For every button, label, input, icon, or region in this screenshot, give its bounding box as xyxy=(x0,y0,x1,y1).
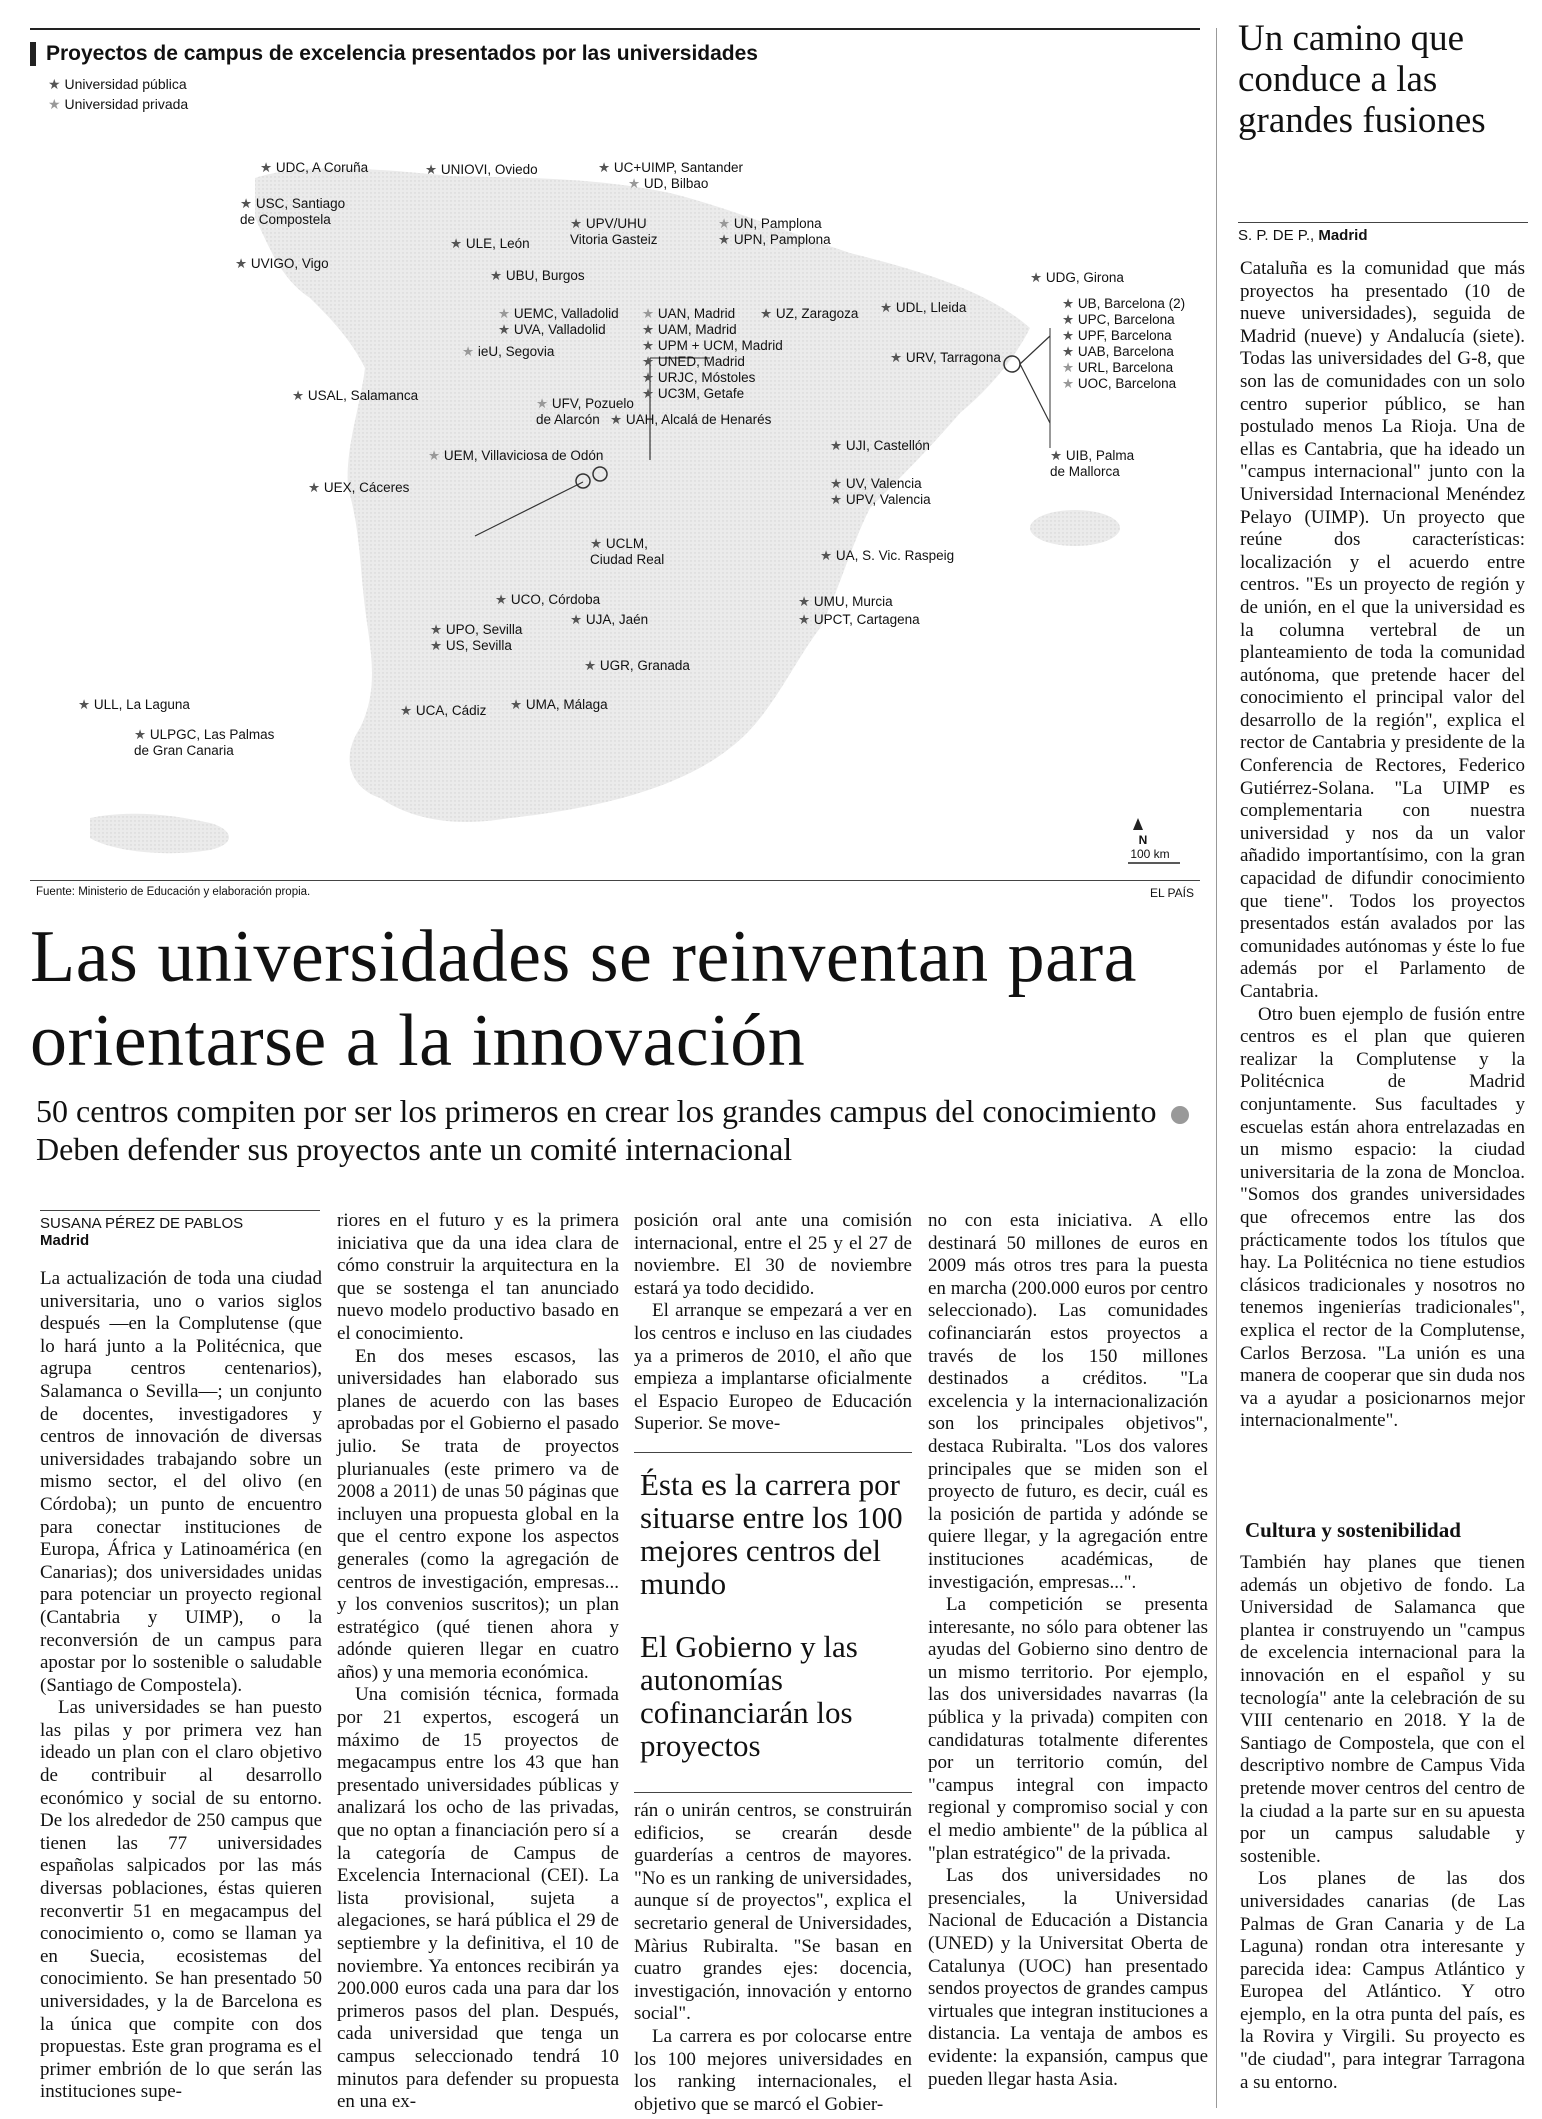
map-source: Fuente: Ministerio de Educación y elaboración propia. xyxy=(36,886,311,898)
star-icon: ★ xyxy=(610,412,626,427)
university-marker xyxy=(498,306,619,322)
star-icon: ★ xyxy=(830,476,846,491)
sidebar-dateline: Madrid xyxy=(1318,227,1368,244)
university-label: ULE, León xyxy=(465,236,530,251)
star-icon: ★ xyxy=(134,727,150,742)
university-label: USC, Santiago de Compostela xyxy=(240,196,346,227)
pullquote-2: El Gobierno y las autonomías cofinanciarán los proyectos xyxy=(640,1629,858,1763)
scale-distance: 100 km xyxy=(1130,847,1170,861)
paragraph: rán o unirán centros, se construirán edificios, se crearán desde guarderías a centros de mayores. "No es un ranking de universidades, aunque sí de proyectos", explica el secretario general de Universidades, Màrius Rubiralta. "Se basan en cuatro grandes ejes: docencia, investigación, innovación y entorno social". xyxy=(634,1800,912,2025)
university-label: UVA, Valladolid xyxy=(513,322,606,337)
university-marker xyxy=(890,350,1001,366)
paragraph: El arranque se empezará a ver en los centros e incluso en las ciudades ya a primeros de 2010, el año que empieza a implantarse oficialmente el Espacio Europeo de Educación Superior. Se move- xyxy=(634,1300,912,1435)
university-marker xyxy=(450,236,530,252)
star-icon: ★ xyxy=(1050,448,1066,463)
university-marker xyxy=(425,162,538,178)
university-label: UPV/UHU Vitoria Gasteiz xyxy=(570,216,658,247)
university-marker xyxy=(510,697,608,713)
university-marker xyxy=(1050,448,1134,480)
university-marker xyxy=(598,160,743,176)
canary-islands-shape xyxy=(90,814,229,854)
university-label: UBU, Burgos xyxy=(505,268,585,283)
legend-public xyxy=(48,76,187,93)
university-label: UPF, Barcelona xyxy=(1077,328,1172,343)
star-icon: ★ xyxy=(260,160,276,175)
university-label: UIB, Palma de Mallorca xyxy=(1050,448,1135,479)
university-marker xyxy=(642,322,737,338)
star-icon: ★ xyxy=(642,322,658,337)
star-icon: ★ xyxy=(760,306,776,321)
paragraph: La competición se presenta interesante, no sólo para obtener las ayudas del Gobierno sino dentro de un mismo territorio. Por ejemplo, las dos universidades navarras (la pública y la privada) compiten con candidaturas totalmente diferentes por un territorio común, del "campus integral con impacto regional y compromiso social y con el medio ambiente" de la pública al "plan estratégico" de la privada. xyxy=(928,1594,1208,1864)
university-label: UA, S. Vic. Raspeig xyxy=(835,548,955,563)
paragraph: posición oral ante una comisión internacional, entre el 25 y el 27 de noviembre. El 30 de noviembre estará ya todo decidido. xyxy=(634,1210,912,1299)
university-marker xyxy=(642,370,755,386)
university-marker xyxy=(400,703,486,719)
university-marker xyxy=(134,727,274,759)
university-marker xyxy=(798,612,920,628)
star-icon: ★ xyxy=(400,703,416,718)
university-marker xyxy=(760,306,858,322)
byline xyxy=(40,1210,320,1249)
university-label: UFV, Pozuelo de Alarcón xyxy=(536,396,634,427)
university-label: UEX, Cáceres xyxy=(323,480,410,495)
university-label: UGR, Granada xyxy=(599,658,690,673)
university-label: UDL, Lleida xyxy=(895,300,967,315)
university-label: UOC, Barcelona xyxy=(1077,376,1177,391)
sidebar-body-2 xyxy=(1240,1552,1525,2094)
headline: Las universidades se reinventan para orientarse a la innovación xyxy=(30,916,1138,1082)
university-label: UPN, Pamplona xyxy=(733,232,831,247)
legend-private xyxy=(48,96,188,113)
university-label: ieU, Segovia xyxy=(477,344,555,359)
university-label: UJI, Castellón xyxy=(845,438,930,453)
university-label: UAM, Madrid xyxy=(657,322,737,337)
pullquote-1: Ésta es la carrera por situarse entre los 100 mejores centros del mundo xyxy=(640,1467,903,1601)
university-label: UC+UIMP, Santander xyxy=(613,160,744,175)
university-label: US, Sevilla xyxy=(445,638,512,653)
university-marker xyxy=(308,480,409,496)
university-label: UMU, Murcia xyxy=(813,594,893,609)
university-label: UNIOVI, Oviedo xyxy=(440,162,538,177)
sidebar-author: S. P. DE P., xyxy=(1238,227,1315,244)
university-marker xyxy=(1062,344,1174,360)
university-label: UC3M, Getafe xyxy=(657,386,745,401)
sidebar-byline xyxy=(1238,222,1528,244)
university-label: UNED, Madrid xyxy=(657,354,745,369)
star-icon: ★ xyxy=(584,658,600,673)
university-label: UVIGO, Vigo xyxy=(250,256,329,271)
university-label: ULPGC, Las Palmas de Gran Canaria xyxy=(134,727,275,758)
university-marker xyxy=(1062,296,1185,312)
article-column-4 xyxy=(928,1210,1208,2091)
star-icon: ★ xyxy=(495,592,511,607)
star-icon: ★ xyxy=(642,370,658,385)
legend-public-label: Universidad pública xyxy=(64,76,187,92)
university-marker xyxy=(430,638,512,654)
subhead xyxy=(36,1092,1206,1168)
university-label: USAL, Salamanca xyxy=(307,388,419,403)
university-label: URL, Barcelona xyxy=(1077,360,1174,375)
dateline: Madrid xyxy=(40,1232,90,1249)
university-marker xyxy=(292,388,418,404)
star-icon: ★ xyxy=(1062,376,1078,391)
star-icon: ★ xyxy=(308,480,324,495)
university-marker xyxy=(78,697,190,713)
star-icon: ★ xyxy=(1062,344,1078,359)
subhead-part-2: Deben defender sus proyectos ante un comité internacional xyxy=(36,1131,793,1167)
university-label: UPO, Sevilla xyxy=(445,622,523,637)
university-marker xyxy=(820,548,954,564)
star-icon: ★ xyxy=(430,638,446,653)
university-label: UAN, Madrid xyxy=(657,306,736,321)
star-icon: ★ xyxy=(425,162,441,177)
star-icon: ★ xyxy=(590,536,606,551)
university-marker xyxy=(235,256,329,272)
university-marker xyxy=(880,300,966,316)
university-marker xyxy=(1062,360,1173,376)
map-title: Proyectos de campus de excelencia presentados por las universidades xyxy=(30,42,758,66)
star-icon: ★ xyxy=(642,354,658,369)
university-label: UPV, Valencia xyxy=(845,492,931,507)
sidebar-title: Un camino que conduce a las grandes fusiones xyxy=(1238,18,1486,141)
star-icon: ★ xyxy=(536,396,552,411)
university-label: UB, Barcelona (2) xyxy=(1077,296,1186,311)
university-label: UPM + UCM, Madrid xyxy=(657,338,783,353)
article-column-3-bottom xyxy=(634,1800,912,2116)
university-label: UPCT, Cartagena xyxy=(813,612,920,627)
paragraph: Las dos universidades no presenciales, la Universidad Nacional de Educación a Distancia (UNED) y la Universitat Oberta de Catalunya (UOC) han presentado sendos proyectos de grandes campus virtuales que integran instituciones a distancia. La ventaja de ambos es evidente: la expansión, campus que pueden llegar hasta Asia. xyxy=(928,1865,1208,2090)
star-icon: ★ xyxy=(718,232,734,247)
star-icon: ★ xyxy=(498,306,514,321)
article-column-3-top xyxy=(634,1210,912,1436)
university-marker xyxy=(240,196,345,228)
star-icon: ★ xyxy=(880,300,896,315)
star-icon: ★ xyxy=(48,96,61,112)
university-label: UDG, Girona xyxy=(1045,270,1124,285)
university-marker xyxy=(628,176,708,192)
star-icon: ★ xyxy=(570,216,586,231)
sidebar-body xyxy=(1240,258,1525,1433)
university-marker xyxy=(462,344,554,360)
star-icon: ★ xyxy=(1062,296,1078,311)
university-marker xyxy=(490,268,585,284)
star-icon: ★ xyxy=(1062,312,1078,327)
star-icon: ★ xyxy=(798,594,814,609)
paragraph: Las universidades se han puesto las pilas y por primera vez han ideado un plan con el claro objetivo de contribuir al desarrollo económico y social de su entorno. De los alrededor de 250 campus que tienen las 77 universidades españolas salpicados por las más diversas poblaciones, éstas quieren reconvertir 51 en megacampus del conocimiento o, como se llaman ya en Suecia, ecosistemas del conocimiento. Se han presentado 50 universidades, y la de Barcelona es la única que compite con dos propuestas. Este gran programa es el primer embrión de lo que serán las instituciones supe- xyxy=(40,1697,322,2103)
star-icon: ★ xyxy=(462,344,478,359)
star-icon: ★ xyxy=(798,612,814,627)
star-icon: ★ xyxy=(240,196,256,211)
paragraph: También hay planes que tienen además un objetivo de fondo. La Universidad de Salamanca que plantea ir construyendo un "campus de excelencia internacional para la innovación en el español y su tecnología" ante la celebración de su VIII centenario en 2018. Y la de Santiago de Compostela, que con el descriptivo nombre de Campus Vida pretende mover centros del centro de la ciudad a la parte sur en su apuesta por un campus saludable y sostenible. xyxy=(1240,1552,1525,1867)
paragraph: La actualización de toda una ciudad universitaria, uno o varios siglos después —en la Complutense (que lo hará junto a la Politécnica, que agrupa centros centenarios), Salamanca o Sevilla—; un conjunto de docentes, investigadores y centros de innovación de diversas universidades trabajando sobre un mismo sector, el del olivo (en Córdoba); un punto de encuentro para conectar instituciones de Europa, África y Latinoamérica (en Canarias); dos universidades unidas para potenciar un proyecto regional (Cantabria y UIMP), o la reconversión de un campus para apostar por lo sostenible o saludable (Santiago de Compostela). xyxy=(40,1268,322,1696)
balearic-islands-shape xyxy=(1030,510,1120,546)
column-divider xyxy=(1216,28,1217,2108)
star-icon: ★ xyxy=(48,76,61,92)
star-icon: ★ xyxy=(830,438,846,453)
star-icon: ★ xyxy=(292,388,308,403)
article-column-1 xyxy=(40,1268,322,2104)
paragraph: Cataluña es la comunidad que más proyectos ha presentado (10 de nueve universidades), seguida de Madrid (nueve) y Andalucía (siete). Todas las universidades del G-8, que son las de comunidades con un solo centro superior público, se han postulado menos La Rioja. Una de ellas es Cantabria, que ha ideado un "campus internacional" junto con la Universidad Internacional Menéndez Pelayo (UIMP). Un proyecto que reúne dos características: localización y el acuerdo entre centros. "Es un proyecto de región y de unión, en el que la universidad es la columna vertebral de un planteamiento de toda la comunidad autónoma, que pretende hacer del conocimiento el principal valor del desarrollo de la región", explica el rector de Cantabria y presidente de la Conferencia de Rectores, Federico Gutiérrez-Solana. "La UIMP es complementaria con nuestra universidad y nos da un valor añadido importantísimo, con la gran capacidad de difundir conocimiento que tiene". Todos los proyectos presentados están avalados por las comunidades autónomas y éste lo fue además por el Parlamento de Cantabria. xyxy=(1240,258,1525,1002)
university-marker xyxy=(584,658,690,674)
star-icon: ★ xyxy=(450,236,466,251)
paragraph: En dos meses escasos, las universidades han elaborado sus planes de acuerdo con las bases aprobadas por el Gobierno el pasado julio. Se trata de proyectos plurianuales (este primero va de 2008 a 2011) de unas 50 páginas que incluyen una propuesta global en la que el centro expone los aspectos generales (como la agregación de centros de investigación, empresas... y los convenios suscritos); un plan estratégico (qué tienen ahora y adónde quieren llegar en cuatro años) y una memoria económica. xyxy=(337,1345,619,1683)
university-marker xyxy=(498,322,606,338)
paragraph: Una comisión técnica, formada por 21 expertos, escogerá un máximo de 15 proyectos de megacampus entre los 43 que han presentado universidades públicas y analizará los ocho de las privadas, que no optan a financiación pero sí a la categoría de Campus de Excelencia Internacional (CEI). La lista provisional, sujeta a alegaciones, se hará pública el 29 de septiembre y la definitiva, el 10 de noviembre. Ya entonces recibirán ya 200.000 euros cada una para dar los primeros pasos del plan. Después, cada universidad que tenga un campus seleccionado tendrá 10 minutos para defender su propuesta en una ex- xyxy=(337,1684,619,2113)
university-label: UMA, Málaga xyxy=(525,697,608,712)
bullet-dot-icon xyxy=(1171,1106,1189,1124)
university-marker xyxy=(830,476,922,492)
university-marker xyxy=(1062,312,1175,328)
university-marker xyxy=(610,412,771,428)
star-icon: ★ xyxy=(235,256,251,271)
star-icon: ★ xyxy=(820,548,836,563)
university-label: URV, Tarragona xyxy=(905,350,1001,365)
university-label: UDC, A Coruña xyxy=(275,160,369,175)
article-column-2 xyxy=(337,1210,619,2114)
north-arrow-icon: N xyxy=(1138,833,1148,847)
university-label: UZ, Zaragoza xyxy=(775,306,859,321)
university-label: UJA, Jaén xyxy=(585,612,649,627)
star-icon: ★ xyxy=(498,322,514,337)
university-label: URJC, Móstoles xyxy=(657,370,756,385)
university-label: UEMC, Valladolid xyxy=(513,306,619,321)
paragraph: Los planes de las dos universidades canarias (de Las Palmas de Gran Canaria y de La Laguna) rondan otra interesante y parecida idea: Campus Atlántico y Europea del Atlántico. Y otro ejemplo, en la otra punta del país, es la Rovira y Virgili. Su proyecto es "de ciudad", para integrar Tarragona a su entorno. xyxy=(1240,1868,1525,2093)
university-label: UN, Pamplona xyxy=(733,216,822,231)
university-marker xyxy=(798,594,893,610)
university-label: UD, Bilbao xyxy=(643,176,709,191)
star-icon: ★ xyxy=(598,160,614,175)
star-icon: ★ xyxy=(628,176,644,191)
university-marker xyxy=(428,448,603,464)
university-marker xyxy=(570,612,648,628)
paragraph: no con esta iniciativa. A ello destinará 50 millones de euros en 2009 más otros tres para la puesta en marcha (200.000 euros por centro seleccionado). Las comunidades cofinanciarán estos proyectos a través de los 150 millones destinados a créditos. "La excelencia y la internacionalización son los principales objetivos", destaca Rubiralta. "Los dos valores principales que se miden son el proyecto de futuro, es decir, cuál es la posición de partida y adónde se quiere llegar, y la agregación entre instituciones académicas, de investigación, empresas...". xyxy=(928,1210,1208,1593)
university-marker xyxy=(718,216,822,232)
university-marker xyxy=(1062,376,1176,392)
university-marker xyxy=(830,492,931,508)
paragraph: Otro buen ejemplo de fusión entre centros es el plan que quieren realizar la Complutense y la Politécnica de Madrid conjuntamente. Sus facultades y escuelas están ahora entrelazadas en un mismo espacio: la ciudad universitaria de la zona de Moncloa. "Somos dos grandes universidades que ofrecemos entre las dos prácticamente todos los títulos que hay. La Politécnica no tiene estudios clásicos tradicionales y nosotros no tenemos ingenierías tradicionales", explica el rector de la Complutense, Carlos Berzosa. "La unión es una manera de cooperar que sin duda nos va a ayudar a posicionarnos mejor internacionalmente". xyxy=(1240,1003,1525,1432)
university-label: UAH, Alcalá de Henarés xyxy=(625,412,772,427)
university-label: ULL, La Laguna xyxy=(93,697,190,712)
legend-private-label: Universidad privada xyxy=(64,96,189,112)
university-marker xyxy=(495,592,600,608)
university-marker xyxy=(642,354,745,370)
star-icon: ★ xyxy=(642,338,658,353)
university-marker xyxy=(718,232,831,248)
university-marker xyxy=(590,536,664,568)
university-marker xyxy=(642,338,783,354)
map-scale xyxy=(1120,823,1180,861)
paragraph: La carrera es por colocarse entre los 100 mejores universidades en los ranking internacionales, el objetivo que se marcó el Gobier- xyxy=(634,2025,912,2115)
star-icon: ★ xyxy=(510,697,526,712)
university-label: UCLM, Ciudad Real xyxy=(590,536,665,567)
university-marker xyxy=(430,622,522,638)
star-icon: ★ xyxy=(1062,360,1078,375)
subhead-part-1: 50 centros compiten por ser los primeros en crear los grandes campus del conocimiento xyxy=(36,1093,1157,1129)
author-name: SUSANA PÉREZ DE PABLOS xyxy=(40,1215,244,1232)
university-marker xyxy=(570,216,658,248)
university-marker xyxy=(260,160,368,176)
star-icon: ★ xyxy=(78,697,94,712)
star-icon: ★ xyxy=(718,216,734,231)
university-marker xyxy=(642,306,735,322)
star-icon: ★ xyxy=(1062,328,1078,343)
pullquote-rule xyxy=(634,1452,912,1453)
star-icon: ★ xyxy=(430,622,446,637)
star-icon: ★ xyxy=(490,268,506,283)
university-label: UV, Valencia xyxy=(845,476,922,491)
star-icon: ★ xyxy=(830,492,846,507)
sidebar-subhead: Cultura y sostenibilidad xyxy=(1245,1518,1461,1542)
pullquote-rule xyxy=(634,1792,912,1793)
star-icon: ★ xyxy=(890,350,906,365)
map-panel xyxy=(30,28,1200,908)
university-marker xyxy=(1030,270,1124,286)
university-label: UPC, Barcelona xyxy=(1077,312,1175,327)
university-label: UCA, Cádiz xyxy=(415,703,487,718)
university-marker xyxy=(1062,328,1172,344)
university-marker xyxy=(830,438,930,454)
star-icon: ★ xyxy=(570,612,586,627)
map-credit: EL PAÍS xyxy=(1149,886,1194,900)
university-label: UAB, Barcelona xyxy=(1077,344,1174,359)
university-label: UEM, Villaviciosa de Odón xyxy=(443,448,604,463)
star-icon: ★ xyxy=(642,306,658,321)
university-label: UCO, Córdoba xyxy=(510,592,601,607)
paragraph: riores en el futuro y es la primera iniciativa que da una idea clara de cómo construir la arquitectura en la que se sostenga el tan anunciado nuevo modelo productivo basado en el conocimiento. xyxy=(337,1210,619,1344)
star-icon: ★ xyxy=(642,386,658,401)
map-bottom-rule xyxy=(30,880,1200,881)
star-icon: ★ xyxy=(428,448,444,463)
university-marker xyxy=(642,386,744,402)
star-icon: ★ xyxy=(1030,270,1046,285)
